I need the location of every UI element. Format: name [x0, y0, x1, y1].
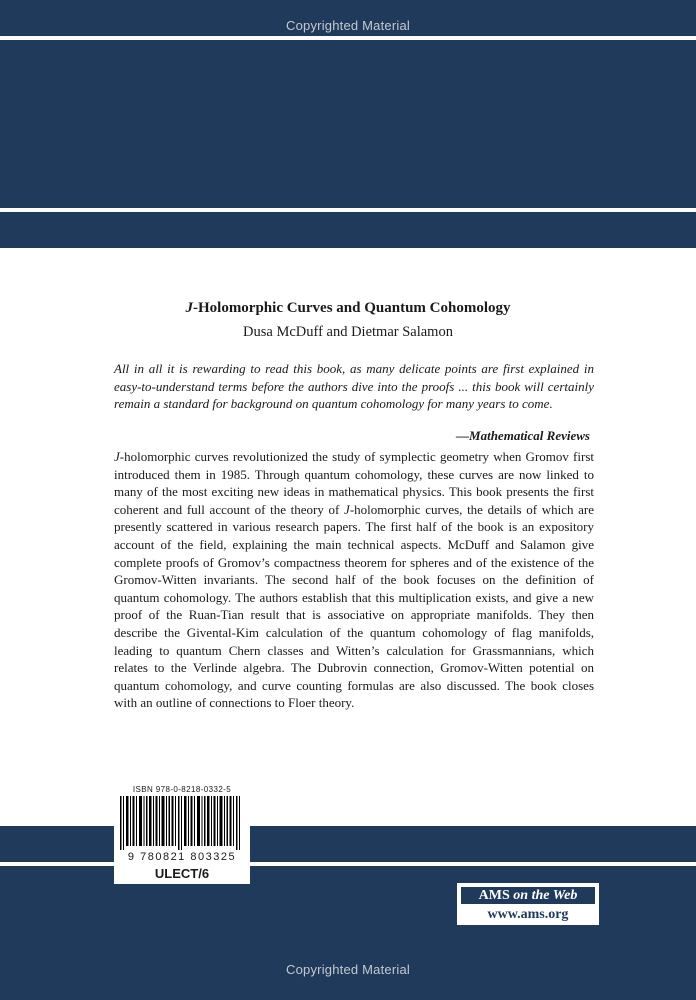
- title-italic-j: J: [185, 300, 193, 316]
- top-stripe-lower: [0, 208, 696, 212]
- book-authors: Dusa McDuff and Dietmar Salamon: [243, 324, 453, 340]
- review-quote: All in all it is rewarding to read this book, as many delicate points are first explained in easy-to-understand terms before the authors dive into the proofs ... this book will certainly remain a standard for background on quantum cohomology for many years to come.: [114, 361, 594, 411]
- description-italic-j-2: J: [344, 501, 350, 517]
- ams-logo-on-the-web: on the Web: [513, 888, 578, 903]
- description-italic-j-1: J: [114, 449, 120, 464]
- ams-logo-top: [461, 887, 595, 904]
- copyright-watermark-bottom: Copyrighted Material: [286, 962, 410, 977]
- barcode-icon: [118, 796, 246, 850]
- bottom-stripe: [0, 862, 696, 866]
- isbn-text: ISBN 978-0-8218-0332-5: [132, 785, 232, 794]
- barcode-panel: [114, 782, 250, 884]
- title-text: -Holomorphic Curves and Quantum Cohomology: [192, 300, 511, 316]
- book-description: [114, 448, 594, 712]
- description-part-2: -holomorphic curves, the details of which are presently scattered in various research papers. The first half of the book is an expository account of the field, explaining the main technical aspects. McDuff and Salamon give complete proofs of Gromov’s compactness theorem for spheres and of the existence of the Gromov-Witten invariants. The second half of the book focuses on the definition of quantum cohomology. The authors establish that this multiplication exists, and give a new proof of the Ruan-Tian result that is associative on appropriate manifolds. They then describe the Givental-Kim calculation of the quantum cohomology of flag manifolds, leading to quantum Chern classes and Witten’s calculation for Grassmannians, which relates to the Verlinde algebra. The Dubrovin connection, Gromov-Witten potential on quantum cohomology, and curve counting formulas are also discussed. The book closes with an outline of connections to Floer theory.: [114, 501, 594, 711]
- ams-logo-ams: AMS: [478, 888, 514, 903]
- description-part-1: -holomorphic curves revolutionized the study of symplectic geometry when Gromov first introduced them in 1985. Through quantum cohomology, these curves are now linked to many of the most exciting new ideas in mathematical physics. This book presents the first coherent and full account of the theory of: [114, 449, 594, 517]
- top-stripe-upper: [0, 36, 696, 40]
- review-source: —Mathematical Reviews: [456, 428, 590, 443]
- series-code: ULECT/6: [154, 866, 210, 881]
- copyright-watermark-top: Copyrighted Material: [286, 18, 410, 33]
- ams-logo: [456, 882, 600, 926]
- book-title: [0, 300, 696, 317]
- ams-url: www.ams.org: [487, 907, 569, 922]
- ean-digits: 9 780821 803325: [127, 851, 237, 863]
